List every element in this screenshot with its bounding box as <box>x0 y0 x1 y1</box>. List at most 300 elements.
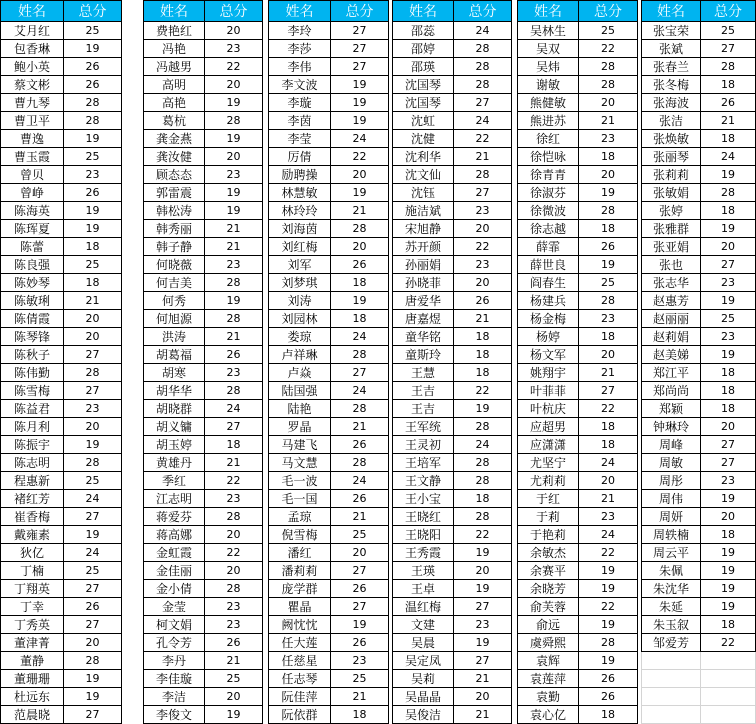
student-name[interactable]: 袁勤 <box>518 688 579 706</box>
student-name[interactable]: 董静 <box>1 652 64 670</box>
student-name[interactable]: 韩子静 <box>144 238 205 256</box>
student-name[interactable]: 俞远 <box>518 616 579 634</box>
student-name[interactable]: 虞舜熙 <box>518 634 579 652</box>
student-name[interactable]: 吴炜 <box>518 58 579 76</box>
total-score[interactable]: 25 <box>701 22 756 40</box>
student-name[interactable]: 徐志越 <box>518 220 579 238</box>
student-name[interactable]: 徐红 <box>518 130 579 148</box>
total-score[interactable]: 24 <box>331 130 389 148</box>
total-score[interactable]: 20 <box>701 418 756 436</box>
total-score[interactable]: 25 <box>579 274 638 292</box>
student-name[interactable]: 胡葛福 <box>144 346 205 364</box>
total-score[interactable]: 20 <box>64 634 122 652</box>
total-score[interactable]: 22 <box>205 544 263 562</box>
total-score[interactable]: 19 <box>205 292 263 310</box>
total-score[interactable]: 18 <box>579 220 638 238</box>
student-name[interactable]: 洪涛 <box>144 328 205 346</box>
student-name[interactable]: 蔡文彬 <box>1 76 64 94</box>
total-score[interactable]: 22 <box>579 40 638 58</box>
student-name[interactable]: 任志琴 <box>269 670 331 688</box>
total-score[interactable]: 19 <box>454 580 512 598</box>
student-name[interactable]: 朱沈华 <box>642 580 701 598</box>
total-score[interactable]: 28 <box>579 76 638 94</box>
total-score[interactable]: 27 <box>331 598 389 616</box>
student-name[interactable]: 沈健 <box>393 130 454 148</box>
student-name[interactable]: 邵蕊 <box>393 22 454 40</box>
student-name[interactable]: 赵丽丽 <box>642 310 701 328</box>
student-name[interactable]: 阮佳萍 <box>269 688 331 706</box>
total-score[interactable]: 23 <box>64 166 122 184</box>
total-score[interactable]: 18 <box>701 76 756 94</box>
total-score[interactable]: 19 <box>64 688 122 706</box>
student-name[interactable]: 曾峥 <box>1 184 64 202</box>
total-score[interactable]: 27 <box>701 40 756 58</box>
student-name[interactable]: 郑颖 <box>642 400 701 418</box>
total-score[interactable]: 20 <box>454 688 512 706</box>
student-name[interactable]: 宋旭静 <box>393 220 454 238</box>
student-name[interactable]: 戴雍素 <box>1 526 64 544</box>
student-name[interactable]: 徐恺咏 <box>518 148 579 166</box>
student-name[interactable]: 吴双 <box>518 40 579 58</box>
total-score[interactable]: 28 <box>579 202 638 220</box>
student-name[interactable]: 陈倩霞 <box>1 310 64 328</box>
total-score[interactable]: 28 <box>64 652 122 670</box>
student-name[interactable]: 庞学群 <box>269 580 331 598</box>
total-score[interactable]: 22 <box>454 526 512 544</box>
total-score[interactable]: 27 <box>701 454 756 472</box>
student-name[interactable]: 沈文仙 <box>393 166 454 184</box>
total-score[interactable]: 23 <box>205 256 263 274</box>
student-name[interactable]: 李玲 <box>269 22 331 40</box>
student-name[interactable]: 励聘操 <box>269 166 331 184</box>
total-score[interactable]: 18 <box>331 310 389 328</box>
student-name[interactable]: 卢祥琳 <box>269 346 331 364</box>
student-name[interactable]: 王瑛 <box>393 562 454 580</box>
student-name[interactable]: 胡义镛 <box>144 418 205 436</box>
student-name[interactable]: 王秀霞 <box>393 544 454 562</box>
student-name[interactable]: 陆国强 <box>269 382 331 400</box>
total-score[interactable]: 21 <box>205 652 263 670</box>
student-name[interactable]: 于莉 <box>518 508 579 526</box>
total-score[interactable]: 20 <box>64 418 122 436</box>
total-score[interactable]: 21 <box>454 706 512 724</box>
student-name[interactable]: 董珊珊 <box>1 670 64 688</box>
student-name[interactable]: 冯越男 <box>144 58 205 76</box>
student-name[interactable]: 刘涛 <box>269 292 331 310</box>
student-name[interactable]: 温红梅 <box>393 598 454 616</box>
student-name[interactable]: 周伟 <box>642 490 701 508</box>
total-score[interactable]: 21 <box>205 220 263 238</box>
student-name[interactable]: 马建飞 <box>269 436 331 454</box>
total-score[interactable]: 20 <box>64 310 122 328</box>
student-name[interactable]: 应超男 <box>518 418 579 436</box>
student-name[interactable]: 徐青青 <box>518 166 579 184</box>
total-score[interactable]: 19 <box>205 202 263 220</box>
total-score[interactable]: 24 <box>64 544 122 562</box>
total-score[interactable]: 27 <box>205 418 263 436</box>
student-name[interactable]: 艾月红 <box>1 22 64 40</box>
student-name[interactable]: 王慧 <box>393 364 454 382</box>
total-score[interactable]: 18 <box>579 706 638 724</box>
student-name[interactable]: 陈益君 <box>1 400 64 418</box>
student-name[interactable]: 陈蕾 <box>1 238 64 256</box>
total-score[interactable]: 22 <box>579 400 638 418</box>
student-name[interactable]: 卢焱 <box>269 364 331 382</box>
student-name[interactable]: 唐爱华 <box>393 292 454 310</box>
student-name[interactable]: 钟琳玲 <box>642 418 701 436</box>
total-score[interactable]: 20 <box>205 148 263 166</box>
student-name[interactable]: 袁辉 <box>518 652 579 670</box>
student-name[interactable]: 朱延 <box>642 598 701 616</box>
student-name[interactable]: 高明 <box>144 76 205 94</box>
student-name[interactable]: 曾贝 <box>1 166 64 184</box>
total-score[interactable]: 19 <box>701 490 756 508</box>
student-name[interactable]: 周云平 <box>642 544 701 562</box>
student-name[interactable]: 王吉 <box>393 400 454 418</box>
student-name[interactable]: 李洁 <box>144 688 205 706</box>
student-name[interactable]: 龚汝健 <box>144 148 205 166</box>
student-name[interactable]: 邹爱芳 <box>642 634 701 652</box>
student-name[interactable]: 童斯玲 <box>393 346 454 364</box>
student-name[interactable]: 金小倩 <box>144 580 205 598</box>
student-name[interactable]: 丁秀英 <box>1 616 64 634</box>
student-name[interactable]: 金莹 <box>144 598 205 616</box>
total-score[interactable]: 26 <box>331 580 389 598</box>
student-name[interactable]: 鲍小英 <box>1 58 64 76</box>
total-score[interactable]: 27 <box>64 346 122 364</box>
student-name[interactable]: 周彤 <box>642 472 701 490</box>
student-name[interactable]: 曹逸 <box>1 130 64 148</box>
student-name[interactable]: 孙晓菲 <box>393 274 454 292</box>
student-name[interactable]: 张春兰 <box>642 58 701 76</box>
student-name[interactable]: 季红 <box>144 472 205 490</box>
student-name[interactable]: 费艳红 <box>144 22 205 40</box>
total-score[interactable]: 21 <box>701 112 756 130</box>
total-score[interactable]: 18 <box>454 490 512 508</box>
total-score[interactable]: 21 <box>331 418 389 436</box>
total-score[interactable]: 22 <box>205 58 263 76</box>
total-score[interactable]: 23 <box>205 40 263 58</box>
total-score[interactable]: 28 <box>454 454 512 472</box>
total-score[interactable]: 19 <box>701 544 756 562</box>
total-score[interactable]: 27 <box>579 382 638 400</box>
student-name[interactable]: 袁心亿 <box>518 706 579 724</box>
total-score[interactable]: 27 <box>64 706 122 724</box>
student-name[interactable]: 叶菲菲 <box>518 382 579 400</box>
student-name[interactable]: 何晓薇 <box>144 256 205 274</box>
total-score[interactable]: 19 <box>579 580 638 598</box>
student-name[interactable]: 陈志明 <box>1 454 64 472</box>
student-name[interactable]: 孔令芳 <box>144 634 205 652</box>
total-score[interactable]: 28 <box>579 58 638 76</box>
student-name[interactable]: 潘莉莉 <box>269 562 331 580</box>
total-score[interactable]: 19 <box>701 598 756 616</box>
total-score[interactable]: 20 <box>331 238 389 256</box>
total-score[interactable]: 24 <box>701 148 756 166</box>
student-name[interactable]: 杨建兵 <box>518 292 579 310</box>
student-name[interactable]: 李丹 <box>144 652 205 670</box>
total-score[interactable]: 28 <box>205 310 263 328</box>
student-name[interactable]: 邵婷 <box>393 40 454 58</box>
total-score[interactable]: 24 <box>331 328 389 346</box>
total-score[interactable]: 18 <box>331 274 389 292</box>
total-score[interactable]: 28 <box>454 76 512 94</box>
student-name[interactable]: 丁楠 <box>1 562 64 580</box>
student-name[interactable]: 于艳莉 <box>518 526 579 544</box>
student-name[interactable]: 韩松涛 <box>144 202 205 220</box>
student-name[interactable]: 李璇 <box>269 94 331 112</box>
student-name[interactable]: 吴林生 <box>518 22 579 40</box>
total-score[interactable]: 20 <box>701 508 756 526</box>
student-name[interactable]: 沈利华 <box>393 148 454 166</box>
total-score[interactable]: 19 <box>454 634 512 652</box>
student-name[interactable]: 张莉莉 <box>642 166 701 184</box>
total-score[interactable]: 21 <box>205 454 263 472</box>
total-score[interactable]: 28 <box>205 508 263 526</box>
student-name[interactable]: 余赛平 <box>518 562 579 580</box>
total-score[interactable]: 19 <box>331 616 389 634</box>
total-score[interactable]: 19 <box>579 256 638 274</box>
total-score[interactable]: 24 <box>454 436 512 454</box>
total-score[interactable]: 27 <box>331 562 389 580</box>
total-score[interactable]: 28 <box>64 94 122 112</box>
total-score[interactable]: 28 <box>64 364 122 382</box>
total-score[interactable]: 28 <box>454 418 512 436</box>
student-name[interactable]: 赵美娣 <box>642 346 701 364</box>
total-score[interactable]: 26 <box>64 76 122 94</box>
total-score[interactable]: 19 <box>579 184 638 202</box>
empty-cell[interactable] <box>701 652 756 670</box>
total-score[interactable]: 18 <box>579 148 638 166</box>
total-score[interactable]: 24 <box>454 22 512 40</box>
student-name[interactable]: 郑江平 <box>642 364 701 382</box>
total-score[interactable]: 25 <box>64 148 122 166</box>
student-name[interactable]: 潘红 <box>269 544 331 562</box>
total-score[interactable]: 20 <box>64 328 122 346</box>
total-score[interactable]: 28 <box>205 274 263 292</box>
total-score[interactable]: 19 <box>205 130 263 148</box>
student-name[interactable]: 陈伟勤 <box>1 364 64 382</box>
total-score[interactable]: 28 <box>205 112 263 130</box>
total-score[interactable]: 28 <box>579 292 638 310</box>
empty-cell[interactable] <box>701 670 756 688</box>
student-name[interactable]: 李伟 <box>269 58 331 76</box>
student-name[interactable]: 李莎 <box>269 40 331 58</box>
student-name[interactable]: 丁幸 <box>1 598 64 616</box>
student-name[interactable]: 孙丽娟 <box>393 256 454 274</box>
student-name[interactable]: 沈虹 <box>393 112 454 130</box>
student-name[interactable]: 林玲玲 <box>269 202 331 220</box>
total-score[interactable]: 27 <box>64 580 122 598</box>
total-score[interactable]: 20 <box>454 220 512 238</box>
total-score[interactable]: 24 <box>331 472 389 490</box>
student-name[interactable]: 阎春生 <box>518 274 579 292</box>
total-score[interactable]: 27 <box>64 508 122 526</box>
total-score[interactable]: 19 <box>64 202 122 220</box>
total-score[interactable]: 18 <box>64 274 122 292</box>
total-score[interactable]: 20 <box>331 544 389 562</box>
total-score[interactable]: 28 <box>64 454 122 472</box>
total-score[interactable]: 23 <box>454 202 512 220</box>
total-score[interactable]: 20 <box>454 274 512 292</box>
student-name[interactable]: 沈国琴 <box>393 76 454 94</box>
student-name[interactable]: 胡华华 <box>144 382 205 400</box>
total-score[interactable]: 23 <box>579 130 638 148</box>
student-name[interactable]: 吴俊洁 <box>393 706 454 724</box>
student-name[interactable]: 王培军 <box>393 454 454 472</box>
total-score[interactable]: 26 <box>454 292 512 310</box>
total-score[interactable]: 27 <box>701 256 756 274</box>
total-score[interactable]: 26 <box>331 634 389 652</box>
student-name[interactable]: 任大莲 <box>269 634 331 652</box>
student-name[interactable]: 张丽琴 <box>642 148 701 166</box>
student-name[interactable]: 薛霏 <box>518 238 579 256</box>
empty-cell[interactable] <box>701 706 756 724</box>
student-name[interactable]: 陈雪梅 <box>1 382 64 400</box>
total-score[interactable]: 19 <box>701 220 756 238</box>
total-score[interactable]: 19 <box>205 94 263 112</box>
student-name[interactable]: 胡晓群 <box>144 400 205 418</box>
total-score[interactable]: 27 <box>701 436 756 454</box>
student-name[interactable]: 王灵初 <box>393 436 454 454</box>
total-score[interactable]: 20 <box>579 346 638 364</box>
total-score[interactable]: 20 <box>579 94 638 112</box>
total-score[interactable]: 27 <box>331 40 389 58</box>
total-score[interactable]: 19 <box>701 166 756 184</box>
student-name[interactable]: 周敏 <box>642 454 701 472</box>
total-score[interactable]: 19 <box>64 130 122 148</box>
empty-cell[interactable] <box>642 706 701 724</box>
student-name[interactable]: 龚金燕 <box>144 130 205 148</box>
total-score[interactable]: 18 <box>579 436 638 454</box>
total-score[interactable]: 25 <box>331 526 389 544</box>
total-score[interactable]: 24 <box>205 400 263 418</box>
total-score[interactable]: 26 <box>579 238 638 256</box>
total-score[interactable]: 22 <box>331 148 389 166</box>
student-name[interactable]: 邵瑛 <box>393 58 454 76</box>
student-name[interactable]: 尤坚宁 <box>518 454 579 472</box>
student-name[interactable]: 金虹霞 <box>144 544 205 562</box>
total-score[interactable]: 21 <box>331 508 389 526</box>
student-name[interactable]: 唐嘉煜 <box>393 310 454 328</box>
student-name[interactable]: 高艳 <box>144 94 205 112</box>
student-name[interactable]: 蒋爱芬 <box>144 508 205 526</box>
total-score[interactable]: 25 <box>701 310 756 328</box>
student-name[interactable]: 吴晶晶 <box>393 688 454 706</box>
student-name[interactable]: 罗晶 <box>269 418 331 436</box>
student-name[interactable]: 程惠新 <box>1 472 64 490</box>
student-name[interactable]: 余晓芳 <box>518 580 579 598</box>
total-score[interactable]: 19 <box>331 184 389 202</box>
total-score[interactable]: 20 <box>454 562 512 580</box>
student-name[interactable]: 毛一国 <box>269 490 331 508</box>
total-score[interactable]: 22 <box>454 382 512 400</box>
student-name[interactable]: 朱玉叙 <box>642 616 701 634</box>
total-score[interactable]: 19 <box>64 40 122 58</box>
total-score[interactable]: 28 <box>205 382 263 400</box>
total-score[interactable]: 24 <box>579 454 638 472</box>
student-name[interactable]: 陈妙琴 <box>1 274 64 292</box>
total-score[interactable]: 27 <box>331 22 389 40</box>
student-name[interactable]: 陈敏琍 <box>1 292 64 310</box>
student-name[interactable]: 张洁 <box>642 112 701 130</box>
student-name[interactable]: 周轶楠 <box>642 526 701 544</box>
total-score[interactable]: 23 <box>205 490 263 508</box>
student-name[interactable]: 杨婷 <box>518 328 579 346</box>
student-name[interactable]: 杨金梅 <box>518 310 579 328</box>
student-name[interactable]: 曹九琴 <box>1 94 64 112</box>
total-score[interactable]: 19 <box>454 544 512 562</box>
student-name[interactable]: 李俊文 <box>144 706 205 724</box>
student-name[interactable]: 王军统 <box>393 418 454 436</box>
total-score[interactable]: 28 <box>454 166 512 184</box>
student-name[interactable]: 朱佩 <box>642 562 701 580</box>
total-score[interactable]: 19 <box>579 562 638 580</box>
total-score[interactable]: 26 <box>205 346 263 364</box>
student-name[interactable]: 顾态态 <box>144 166 205 184</box>
total-score[interactable]: 23 <box>701 472 756 490</box>
total-score[interactable]: 18 <box>701 616 756 634</box>
student-name[interactable]: 文建 <box>393 616 454 634</box>
student-name[interactable]: 包香琳 <box>1 40 64 58</box>
student-name[interactable]: 狄亿 <box>1 544 64 562</box>
student-name[interactable]: 王吉 <box>393 382 454 400</box>
student-name[interactable]: 张斌 <box>642 40 701 58</box>
student-name[interactable]: 褚红芳 <box>1 490 64 508</box>
total-score[interactable]: 27 <box>331 364 389 382</box>
total-score[interactable]: 27 <box>64 616 122 634</box>
total-score[interactable]: 18 <box>454 346 512 364</box>
student-name[interactable]: 马文慧 <box>269 454 331 472</box>
student-name[interactable]: 刘园林 <box>269 310 331 328</box>
student-name[interactable]: 张雅群 <box>642 220 701 238</box>
total-score[interactable]: 26 <box>205 634 263 652</box>
total-score[interactable]: 28 <box>454 58 512 76</box>
total-score[interactable]: 19 <box>64 436 122 454</box>
total-score[interactable]: 25 <box>64 472 122 490</box>
total-score[interactable]: 18 <box>701 400 756 418</box>
total-score[interactable]: 24 <box>64 490 122 508</box>
student-name[interactable]: 郑尚尚 <box>642 382 701 400</box>
total-score[interactable]: 28 <box>701 58 756 76</box>
total-score[interactable]: 25 <box>64 256 122 274</box>
total-score[interactable]: 28 <box>331 400 389 418</box>
total-score[interactable]: 19 <box>331 94 389 112</box>
total-score[interactable]: 21 <box>64 292 122 310</box>
student-name[interactable]: 陈良强 <box>1 256 64 274</box>
total-score[interactable]: 26 <box>331 436 389 454</box>
total-score[interactable]: 23 <box>701 274 756 292</box>
total-score[interactable]: 20 <box>205 562 263 580</box>
total-score[interactable]: 21 <box>579 490 638 508</box>
student-name[interactable]: 阮依群 <box>269 706 331 724</box>
student-name[interactable]: 余敏杰 <box>518 544 579 562</box>
student-name[interactable]: 毛一波 <box>269 472 331 490</box>
total-score[interactable]: 18 <box>701 382 756 400</box>
student-name[interactable]: 曹玉霞 <box>1 148 64 166</box>
total-score[interactable]: 27 <box>454 94 512 112</box>
total-score[interactable]: 20 <box>331 166 389 184</box>
total-score[interactable]: 23 <box>579 508 638 526</box>
student-name[interactable]: 陈秋子 <box>1 346 64 364</box>
student-name[interactable]: 王晓红 <box>393 508 454 526</box>
total-score[interactable]: 26 <box>64 58 122 76</box>
student-name[interactable]: 刘梦琪 <box>269 274 331 292</box>
total-score[interactable]: 20 <box>701 238 756 256</box>
student-name[interactable]: 沈钰 <box>393 184 454 202</box>
total-score[interactable]: 23 <box>331 652 389 670</box>
student-name[interactable]: 任慈星 <box>269 652 331 670</box>
